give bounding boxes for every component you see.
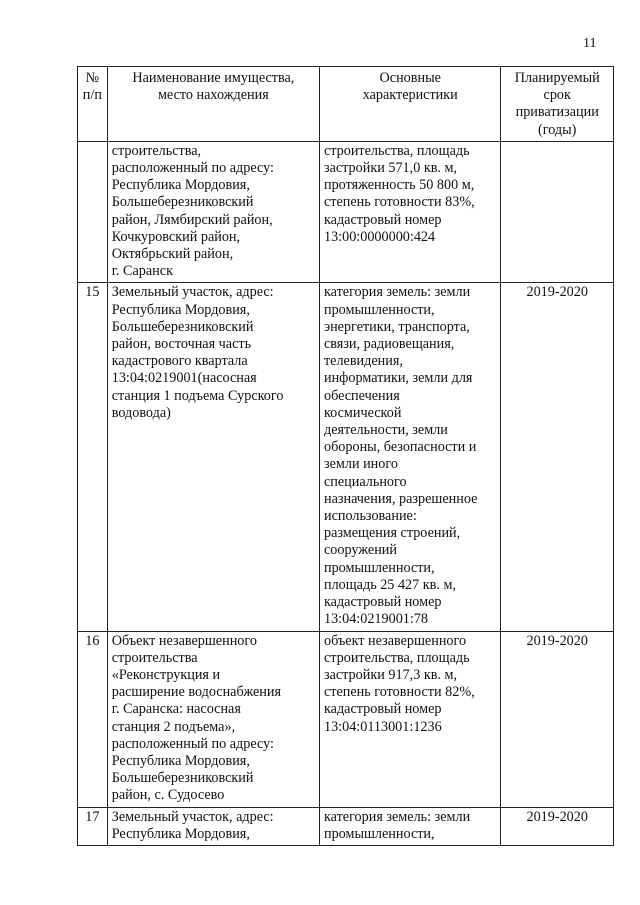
cell-text-line: сооружений bbox=[323, 542, 397, 559]
cell-text-line: Кочкуровский район, bbox=[111, 228, 241, 245]
cell-text-line: телевидения, bbox=[323, 353, 403, 370]
property-name-cell bbox=[107, 283, 319, 631]
privatization-term: 2019-2020 bbox=[501, 283, 614, 631]
characteristics-cell bbox=[319, 807, 500, 845]
cell-text-line: промышленности, bbox=[323, 825, 435, 842]
table-header-row bbox=[78, 67, 614, 142]
cell-text-line: строительства, площадь bbox=[323, 649, 470, 666]
cell-text-line: Большеберезниковский bbox=[111, 318, 254, 335]
header-name bbox=[107, 67, 319, 142]
cell-text-line: Республика Мордовия, bbox=[111, 825, 250, 842]
cell-text-line: Республика Мордовия, bbox=[111, 301, 250, 318]
cell-text-line: использование: bbox=[323, 508, 417, 525]
cell-text-line: район, с. Судосево bbox=[111, 787, 225, 804]
table-row bbox=[78, 283, 614, 631]
cell-text-line: район, Лямбирский район, bbox=[111, 211, 273, 228]
header-text-line: приватизации bbox=[515, 104, 599, 121]
cell-text-line: водовода) bbox=[111, 404, 171, 421]
row-number: 15 bbox=[78, 283, 108, 631]
header-text-line: № bbox=[85, 70, 100, 86]
header-text-line: Планируемый bbox=[514, 70, 600, 86]
cell-text-line: строительства bbox=[111, 649, 198, 666]
header-text-line: характеристики bbox=[362, 87, 458, 104]
cell-text-line: застройки 571,0 кв. м, bbox=[323, 160, 458, 177]
cell-text-line: Большеберезниковский bbox=[111, 194, 254, 211]
cell-text-line: Земельный участок, адрес: bbox=[111, 808, 274, 825]
cell-text-line: кадастрового квартала bbox=[111, 353, 248, 370]
cell-text-line: обеспечения bbox=[323, 387, 400, 404]
cell-text-line: категория земель: земли bbox=[323, 284, 471, 301]
header-text-line: п/п bbox=[82, 87, 102, 104]
header-text-line: срок bbox=[543, 87, 571, 104]
cell-text-line: г. Саранск bbox=[111, 263, 173, 280]
cell-text-line: кадастровый номер bbox=[323, 211, 442, 228]
cell-text-line: объект незавершенного bbox=[323, 632, 467, 649]
cell-text-line: станция 2 подъема», bbox=[111, 718, 236, 735]
cell-text-line: промышленности, bbox=[323, 559, 435, 576]
cell-text-line: кадастровый номер bbox=[323, 594, 442, 611]
cell-text-line: 13:04:0219001(насосная bbox=[111, 370, 257, 387]
privatization-term: 2019-2020 bbox=[501, 807, 614, 845]
row-number: 17 bbox=[78, 807, 108, 845]
cell-text-line: 13:04:0219001:78 bbox=[323, 611, 429, 628]
cell-text-line: «Реконструкция и bbox=[111, 666, 221, 683]
cell-text-line: станция 1 подъема Сурского bbox=[111, 387, 284, 404]
table-row bbox=[78, 631, 614, 807]
row-number bbox=[78, 141, 108, 283]
cell-text-line: строительства, площадь bbox=[323, 142, 470, 159]
cell-text-line: 13:04:0113001:1236 bbox=[323, 718, 442, 735]
cell-text-line: строительства, bbox=[111, 142, 202, 159]
cell-text-line: размещения строений, bbox=[323, 525, 461, 542]
cell-text-line: обороны, безопасности и bbox=[323, 439, 477, 456]
cell-text-line: протяженность 50 800 м, bbox=[323, 177, 475, 194]
characteristics-cell bbox=[319, 283, 500, 631]
header-num bbox=[78, 67, 108, 142]
property-name-cell bbox=[107, 807, 319, 845]
header-term bbox=[501, 67, 614, 142]
privatization-term: 2019-2020 bbox=[501, 631, 614, 807]
cell-text-line: площадь 25 427 кв. м, bbox=[323, 576, 456, 593]
cell-text-line: Земельный участок, адрес: bbox=[111, 284, 274, 301]
cell-text-line: назначения, разрешенное bbox=[323, 490, 478, 507]
cell-text-line: специального bbox=[323, 473, 407, 490]
cell-text-line: космической bbox=[323, 404, 402, 421]
header-text-line: Основные bbox=[379, 70, 441, 86]
property-name-cell bbox=[107, 631, 319, 807]
cell-text-line: Объект незавершенного bbox=[111, 632, 257, 649]
cell-text-line: энергетики, транспорта, bbox=[323, 318, 470, 335]
cell-text-line: Большеберезниковский bbox=[111, 770, 254, 787]
cell-text-line: г. Саранска: насосная bbox=[111, 701, 241, 718]
cell-text-line: расширение водоснабжения bbox=[111, 684, 281, 701]
table-row bbox=[78, 807, 614, 845]
cell-text-line: 13:00:0000000:424 bbox=[323, 228, 436, 245]
table-row bbox=[78, 141, 614, 283]
cell-text-line: категория земель: земли bbox=[323, 808, 471, 825]
cell-text-line: деятельности, земли bbox=[323, 422, 448, 439]
cell-text-line: степень готовности 82%, bbox=[323, 684, 475, 701]
cell-text-line: связи, радиовещания, bbox=[323, 336, 455, 353]
cell-text-line: информатики, земли для bbox=[323, 370, 473, 387]
cell-text-line: застройки 917,3 кв. м, bbox=[323, 666, 458, 683]
property-name-cell bbox=[107, 141, 319, 283]
cell-text-line: Октябрьский район, bbox=[111, 246, 234, 263]
cell-text-line: Республика Мордовия, bbox=[111, 752, 250, 769]
cell-text-line: район, восточная часть bbox=[111, 336, 252, 353]
cell-text-line: кадастровый номер bbox=[323, 701, 442, 718]
header-text-line: место нахождения bbox=[157, 87, 269, 104]
property-table bbox=[77, 66, 614, 846]
row-number: 16 bbox=[78, 631, 108, 807]
cell-text-line: земли иного bbox=[323, 456, 398, 473]
privatization-term bbox=[501, 141, 614, 283]
header-characteristics bbox=[319, 67, 500, 142]
cell-text-line: степень готовности 83%, bbox=[323, 194, 475, 211]
header-text-line: (годы) bbox=[538, 121, 577, 138]
characteristics-cell bbox=[319, 141, 500, 283]
cell-text-line: расположенный по адресу: bbox=[111, 735, 274, 752]
page-number: 11 bbox=[583, 36, 597, 51]
cell-text-line: Республика Мордовия, bbox=[111, 177, 250, 194]
header-text-line: Наименование имущества, bbox=[132, 70, 295, 86]
characteristics-cell bbox=[319, 631, 500, 807]
cell-text-line: промышленности, bbox=[323, 301, 435, 318]
cell-text-line: расположенный по адресу: bbox=[111, 160, 274, 177]
